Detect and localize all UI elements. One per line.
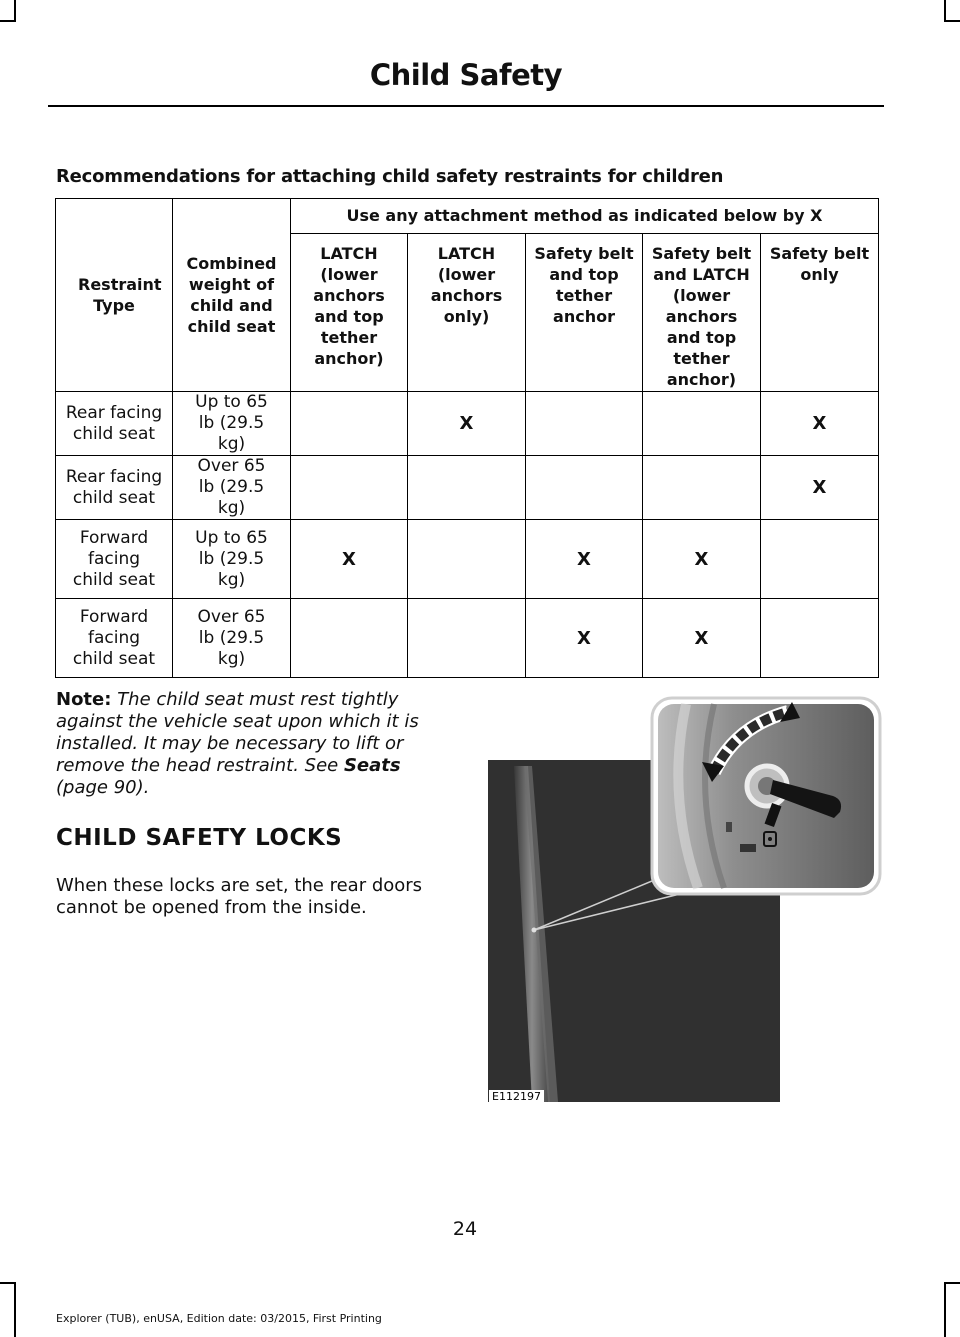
note-text: The child seat must rest tightly against the vehicle seat upon which it is installed. It may be necessary to lift or remove the head restraint. See [56,689,419,776]
column-header-method: Safety belt and top tether anchor [526,234,643,392]
table-row [56,392,879,456]
table-row [56,456,879,520]
footer-edition-info: Explorer (TUB), enUSA, Edition date: 03/2015, First Printing [56,1312,382,1325]
crop-mark [14,0,16,22]
method-mark-cell [761,599,879,678]
page-title: Child Safety [369,58,562,92]
restraint-type-cell: Rear facing child seat [56,392,173,456]
method-mark-cell: X [643,520,761,599]
method-mark-cell [291,456,408,520]
note-paragraph [56,689,456,799]
table-row [56,520,879,599]
note-label: Note: [56,689,112,710]
child-lock-illustration [488,696,882,1102]
method-mark-cell [291,599,408,678]
weight-cell: Over 65 lb (29.5 kg) [173,456,291,520]
method-mark-cell: X [291,520,408,599]
page-number: 24 [452,1218,478,1240]
column-header-method: Safety belt only [761,234,879,392]
crop-mark [944,1282,960,1284]
section-heading: CHILD SAFETY LOCKS [56,825,343,851]
method-mark-cell [408,456,526,520]
crop-mark [0,20,16,22]
column-header-method: Safety belt and LATCH (lower anchors and top tether anchor) [643,234,761,392]
column-header-weight: Combined weight of child and child seat [173,199,291,392]
method-mark-cell: X [408,392,526,456]
column-header-restraint: Restraint Type [56,199,173,392]
method-mark-cell [761,520,879,599]
method-mark-cell: X [643,599,761,678]
method-mark-cell [526,392,643,456]
crop-mark [14,1282,16,1337]
crop-mark [0,1282,16,1284]
method-mark-cell: X [761,456,879,520]
method-mark-cell [408,599,526,678]
weight-cell: Up to 65 lb (29.5 kg) [173,520,291,599]
restraint-type-cell: Rear facing child seat [56,456,173,520]
column-group-header: Use any attachment method as indicated below by X [291,199,879,234]
method-mark-cell [291,392,408,456]
figure-code: E112197 [489,1090,544,1103]
section-paragraph: When these locks are set, the rear doors cannot be opened from the inside. [56,875,423,918]
method-mark-cell [526,456,643,520]
method-mark-cell [643,392,761,456]
crop-mark [944,1282,946,1337]
table-caption: Recommendations for attaching child safety restraints for children [56,166,724,187]
weight-cell: Up to 65 lb (29.5 kg) [173,392,291,456]
table-row [56,599,879,678]
crop-mark [944,0,946,22]
column-header-method: LATCH (lower anchors only) [408,234,526,392]
crop-mark [944,20,960,22]
method-mark-cell: X [526,520,643,599]
attachment-table [55,198,879,678]
column-header-method: LATCH (lower anchors and top tether anchor) [291,234,408,392]
note-page-ref: (page 90). [56,777,150,798]
header-rule [48,105,884,107]
method-mark-cell [643,456,761,520]
method-mark-cell [408,520,526,599]
restraint-type-cell: Forward facing child seat [56,520,173,599]
method-mark-cell: X [526,599,643,678]
seats-reference-link[interactable]: Seats [343,755,401,776]
weight-cell: Over 65 lb (29.5 kg) [173,599,291,678]
restraint-type-cell: Forward facing child seat [56,599,173,678]
method-mark-cell: X [761,392,879,456]
